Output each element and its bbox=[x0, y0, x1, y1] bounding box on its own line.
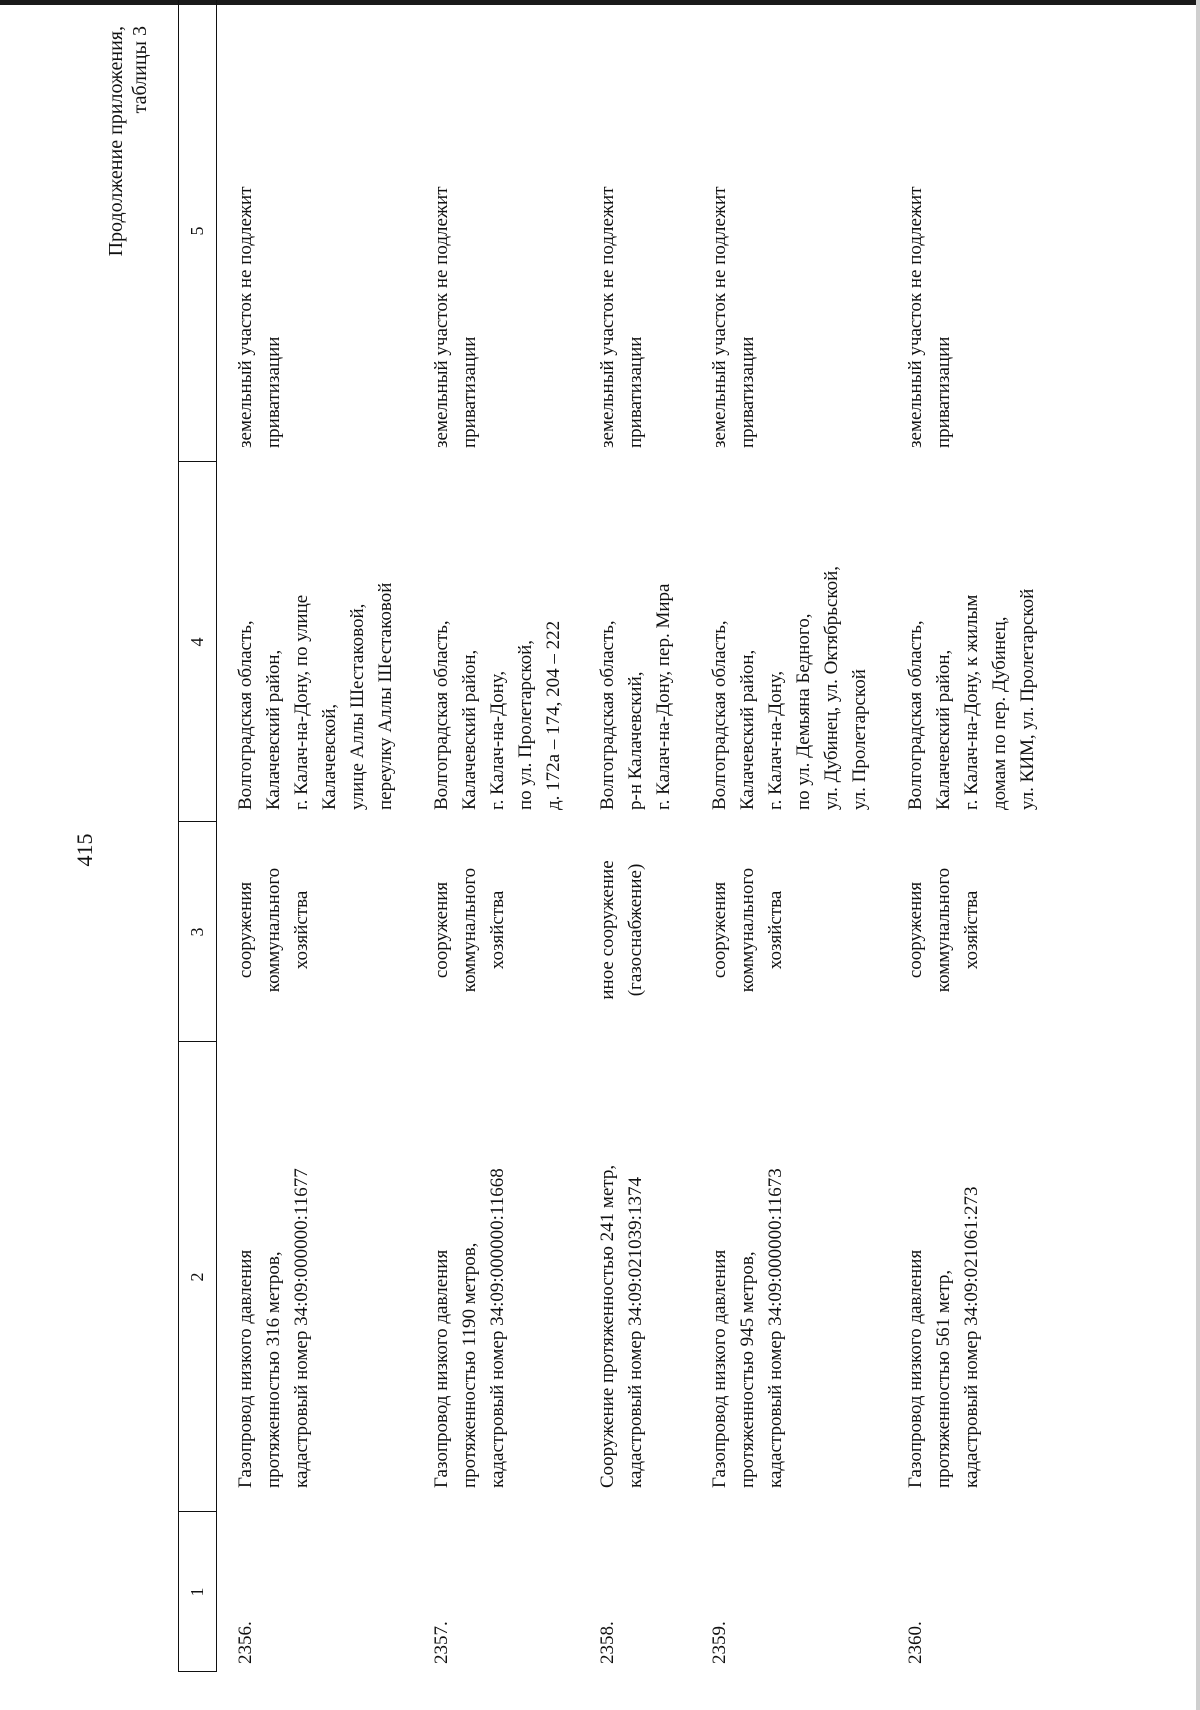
row-2358-number: 2358. bbox=[597, 1621, 618, 1664]
row-2360-type: сооружения коммунального хозяйства bbox=[905, 867, 982, 993]
header-col-2: 2 bbox=[187, 1272, 207, 1282]
row-2356-type: сооружения коммунального хозяйства bbox=[235, 867, 312, 993]
header-col-4: 4 bbox=[187, 637, 207, 647]
row-2356-number: 2356. bbox=[235, 1621, 256, 1664]
row-2357-number: 2357. bbox=[431, 1621, 452, 1664]
row-2360-name: Газопровод низкого давления протяженностью 561 метр, кадастровый номер 34:09:021061:273 bbox=[905, 1186, 982, 1488]
page-number: 415 bbox=[72, 833, 97, 867]
header-col-5: 5 bbox=[187, 226, 207, 236]
continuation-label: Продолжение приложения, таблицы 3 bbox=[105, 26, 151, 257]
row-2357-address: Волгоградская область, Калачевский район, г. Калач-на-Дону, по ул. Пролетарской, д. 172а – 174, 204 – 222 bbox=[431, 620, 564, 810]
row-2359-address: Волгоградская область, Калачевский район, г. Калач-на-Дону, по ул. Демьяна Бедного, ул. Дубинец, ул. Октябрьской, ул. Пролетарской bbox=[709, 565, 870, 810]
row-2359-note: земельный участок не подлежит приватизации bbox=[709, 186, 758, 448]
row-2358-address: Волгоградская область, р-н Калачевский, г. Калач-на-Дону, пер. Мира bbox=[597, 583, 674, 810]
header-col-1: 1 bbox=[187, 1587, 207, 1597]
row-2359-number: 2359. bbox=[709, 1621, 730, 1664]
row-2360-number: 2360. bbox=[905, 1621, 926, 1664]
table-top-border bbox=[178, 0, 179, 1672]
row-2359-type: сооружения коммунального хозяйства bbox=[709, 867, 786, 993]
row-2358-note: земельный участок не подлежит приватизации bbox=[597, 186, 646, 448]
row-2357-note: земельный участок не подлежит приватизации bbox=[431, 186, 480, 448]
row-2356-address: Волгоградская область, Калачевский район, г. Калач-на-Дону, по улице Калачевской, улице Аллы Шестаковой, переулку Аллы Шестаковой bbox=[235, 582, 396, 810]
table-header-border bbox=[216, 0, 217, 1672]
header-col-3: 3 bbox=[187, 927, 207, 937]
row-2358-name: Сооружение протяженностью 241 метр, кадастровый номер 34:09:021039:1374 bbox=[597, 1164, 646, 1488]
row-2360-address: Волгоградская область, Калачевский район, г. Калач-на-Дону, к жилым домам по пер. Дубинец, ул. КИМ, ул. Пролетарской bbox=[905, 588, 1038, 810]
row-2360-note: земельный участок не подлежит приватизации bbox=[905, 186, 954, 448]
row-2356-name: Газопровод низкого давления протяженностью 316 метров, кадастровый номер 34:09:000000:11677 bbox=[235, 1168, 312, 1488]
row-2357-type: сооружения коммунального хозяйства bbox=[431, 867, 508, 993]
row-2358-type: иное сооружение (газоснабжение) bbox=[597, 860, 646, 1000]
row-2359-name: Газопровод низкого давления протяженностью 945 метров, кадастровый номер 34:09:000000:11673 bbox=[709, 1168, 786, 1488]
row-2357-name: Газопровод низкого давления протяженностью 1190 метров, кадастровый номер 34:09:000000:11668 bbox=[431, 1168, 508, 1488]
row-2356-note: земельный участок не подлежит приватизации bbox=[235, 186, 284, 448]
